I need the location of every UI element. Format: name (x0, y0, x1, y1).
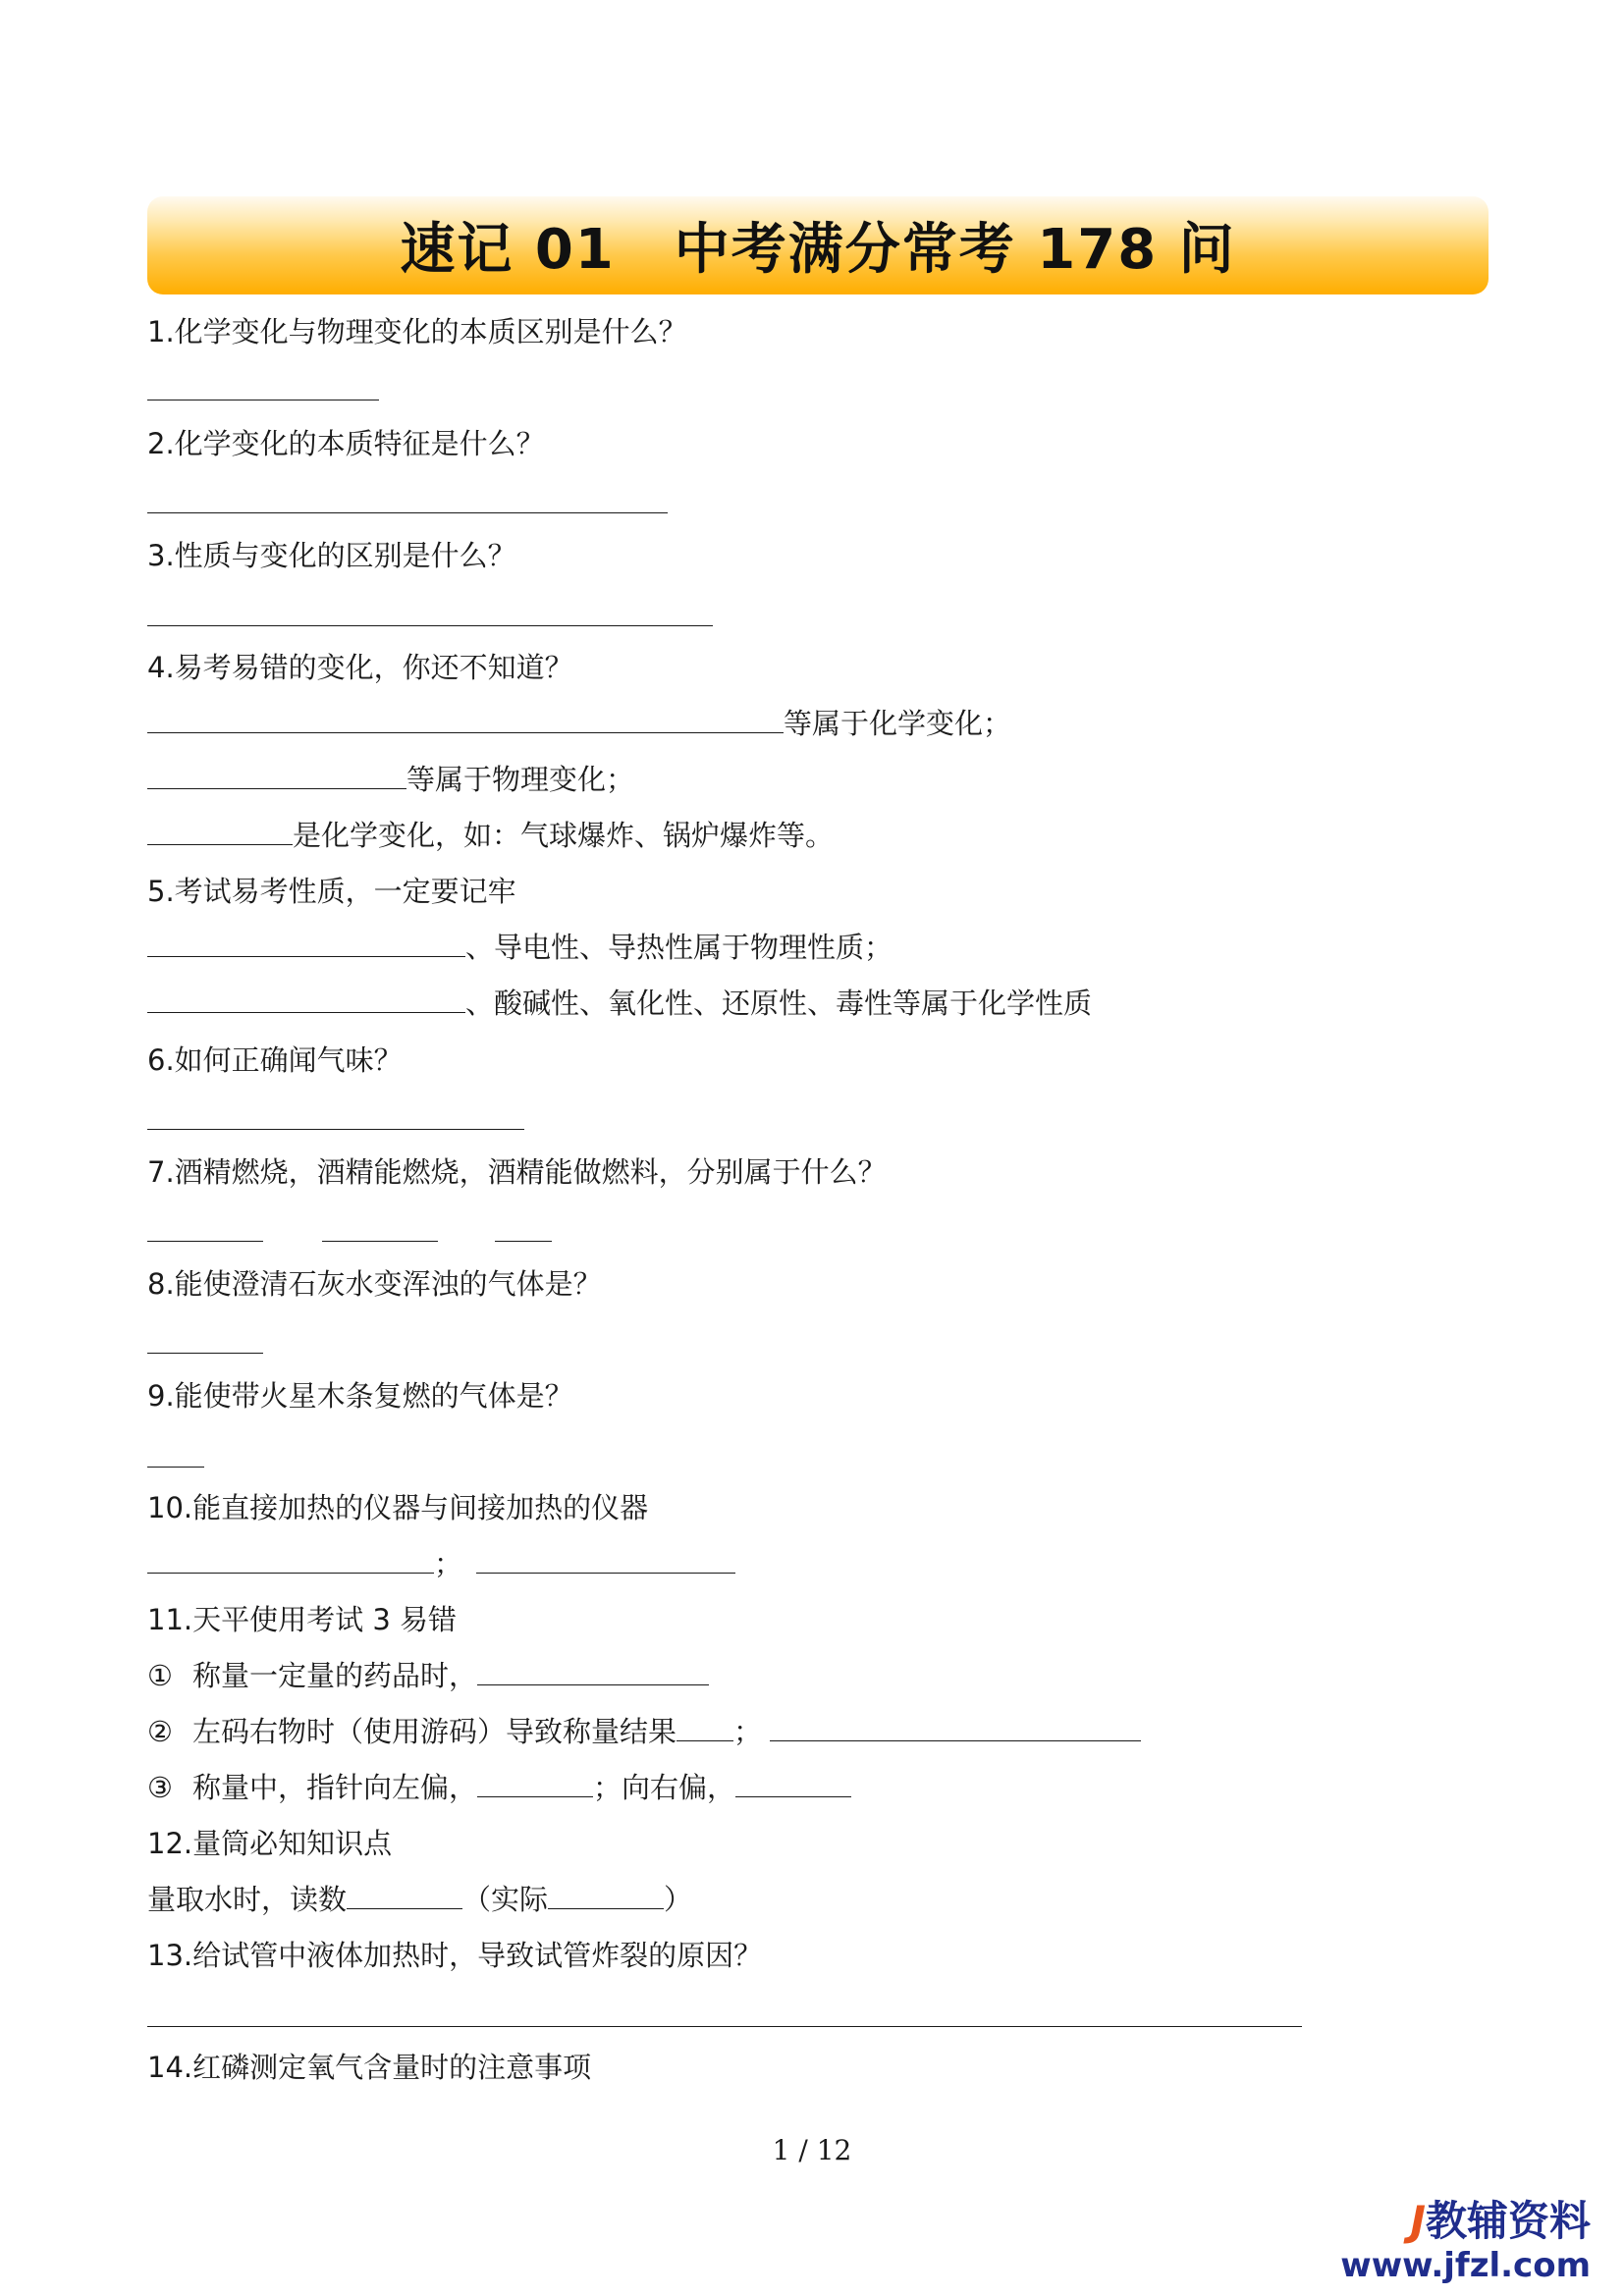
fill-blank (347, 1881, 462, 1909)
question-4: 4.易考易错的变化，你还不知道？ (147, 651, 573, 684)
fill-blank (677, 1713, 733, 1741)
question-12-answer: 量取水时，读数 （实际 ） (147, 1883, 693, 1916)
question-10: 10.能直接加热的仪器与间接加热的仪器 (147, 1491, 649, 1524)
title-part1: 速记 01 (400, 218, 616, 282)
fill-blank (735, 1769, 851, 1797)
question-14: 14.红磷测定氧气含量时的注意事项 (147, 2051, 592, 2084)
question-5-line-a: 、导电性、导热性属于物理性质； (147, 928, 893, 967)
question-1: 1.化学变化与物理变化的本质区别是什么？ (147, 315, 687, 348)
question-6: 6.如何正确闻气味？ (147, 1043, 403, 1077)
watermark-logo (1340, 2189, 1591, 2285)
title-part2: 中考满分常考 178 问 (674, 218, 1236, 282)
question-5-line-b: 、酸碱性、氧化性、还原性、毒性等属于化学性质 (147, 984, 1092, 1023)
question-7: 7.酒精燃烧，酒精能燃烧，酒精能做燃料，分别属于什么？ (147, 1155, 887, 1189)
answer-blank-7a (147, 1241, 263, 1242)
answer-blank-3 (147, 625, 713, 626)
answer-blank-8 (147, 1353, 263, 1354)
question-12: 12.量筒必知知识点 (147, 1827, 393, 1860)
question-10-answer: ； (147, 1544, 735, 1583)
question-13: 13.给试管中液体加热时，导致试管炸裂的原因？ (147, 1939, 763, 1972)
answer-blank-2 (147, 512, 668, 513)
title-banner (147, 196, 1489, 294)
fill-blank (147, 761, 406, 789)
fill-blank (147, 1545, 434, 1574)
question-8: 8.能使澄清石灰水变浑浊的气体是？ (147, 1267, 602, 1301)
question-4-line-b: 等属于物理变化； (147, 760, 634, 799)
answer-blank-13 (147, 2026, 1302, 2027)
fill-blank (147, 985, 465, 1013)
answer-blank-6 (147, 1129, 524, 1130)
fill-blank (147, 817, 293, 845)
fill-blank (548, 1881, 664, 1909)
question-11: 11.天平使用考试 3 易错 (147, 1603, 458, 1636)
question-11-item-3: ③ 称量中，指针向左偏， ；向右偏， (147, 1768, 851, 1807)
question-4-line-a: 等属于化学变化； (147, 704, 1011, 743)
fill-blank (147, 929, 465, 957)
fill-blank (147, 705, 784, 733)
watermark-name: 教辅资料 (1425, 2197, 1591, 2245)
question-11-item-2: ② 左码右物时（使用游码）导致称量结果 ； (147, 1712, 1141, 1751)
fill-blank (477, 1769, 593, 1797)
question-5: 5.考试易考性质，一定要记牢 (147, 875, 516, 908)
fill-blank (770, 1713, 1141, 1741)
fill-blank (476, 1545, 735, 1574)
question-9: 9.能使带火星木条复燃的气体是？ (147, 1379, 573, 1413)
page-number: 1 / 12 (772, 2134, 852, 2166)
watermark-url: www.jfzl.com (1340, 2246, 1591, 2285)
page-title (400, 206, 1235, 285)
question-2: 2.化学变化的本质特征是什么？ (147, 427, 545, 460)
answer-blank-9 (147, 1467, 204, 1468)
fill-blank (477, 1657, 709, 1685)
answer-blank-7b (322, 1241, 438, 1242)
question-3: 3.性质与变化的区别是什么？ (147, 539, 516, 572)
question-4-line-c: 是化学变化，如：气球爆炸、锅炉爆炸等。 (147, 816, 834, 855)
answer-blank-7c (495, 1241, 552, 1242)
logo-letter-icon: J (1410, 2197, 1426, 2245)
question-11-item-1: ① 称量一定量的药品时， (147, 1656, 709, 1695)
